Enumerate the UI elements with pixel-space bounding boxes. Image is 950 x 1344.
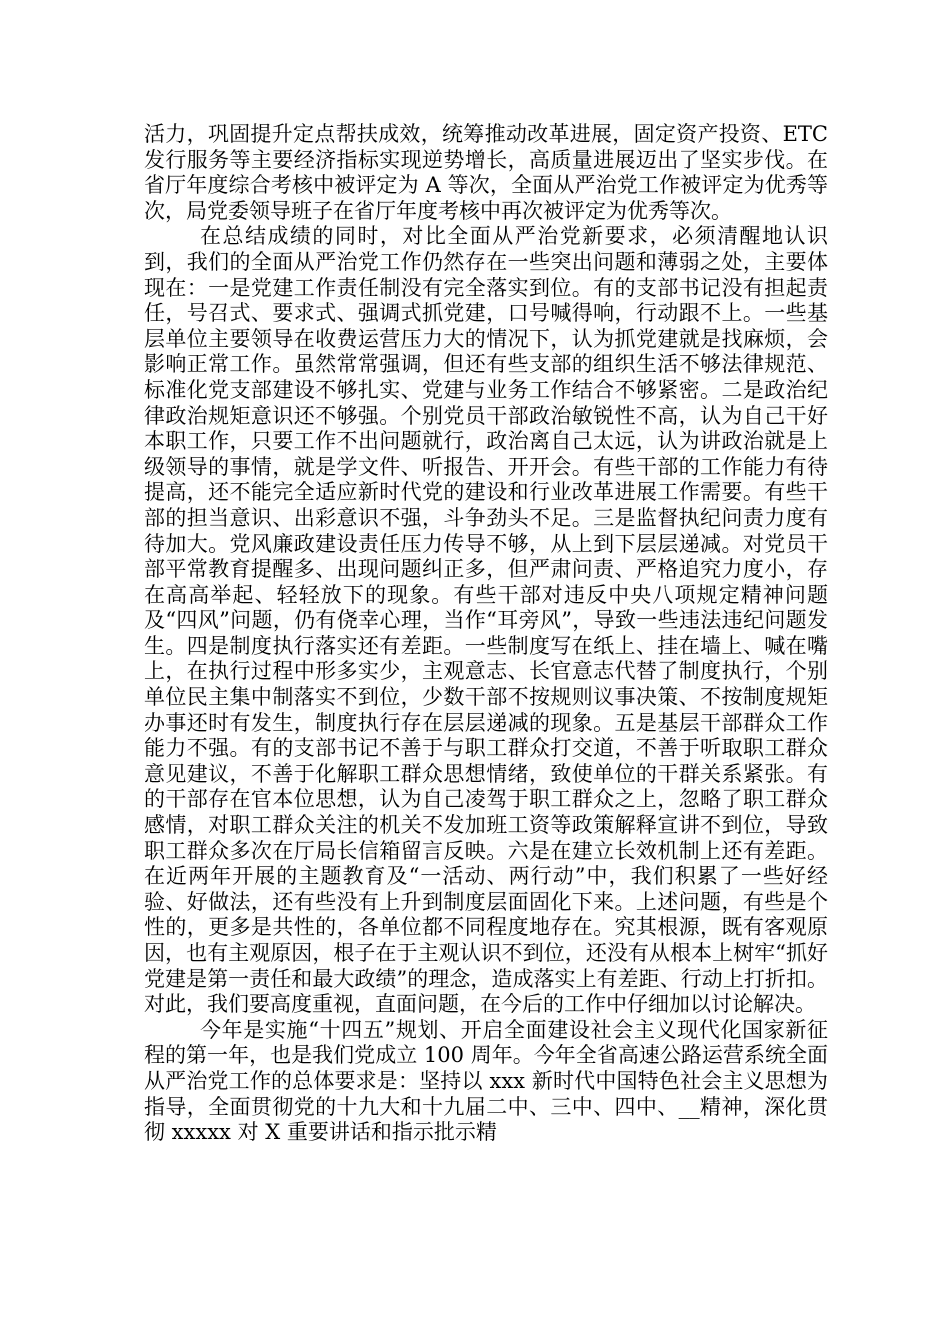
paragraph-1: 活力，巩固提升定点帮扶成效，统筹推动改革进展，固定资产投资、ETC 发行服务等主要经济指标实现逆势增长，高质量进展迈出了坚实步伐。在省厅年度综合考核中被评定为 A 等次，全面从严治党工作被评定为优秀等次，局党委领导班子在省厅年度考核中再次被评定为优秀等次。 (144, 122, 828, 223)
paragraph-3: 今年是实施“十四五”规划、开启全面建设社会主义现代化国家新征程的第一年，也是我们党成立 100 周年。今年全省高速公路运营系统全面从严治党工作的总体要求是：坚持以 xxx 新时代中国特色社会主义思想为指导，全面贯彻党的十九大和十九届二中、三中、四中、__精神，深化贯彻 xxxxx 对 X 重要讲话和指示批示精 (144, 1017, 828, 1145)
document-body (144, 122, 828, 1146)
paragraph-2: 在总结成绩的同时，对比全面从严治党新要求，必须清醒地认识到，我们的全面从严治党工作仍然存在一些突出问题和薄弱之处，主要体现在：一是党建工作责任制没有完全落实到位。有的支部书记没有担起责任，号召式、要求式、强调式抓党建，口号喊得响，行动跟不上。一些基层单位主要领导在收费运营压力大的情况下，认为抓党建就是找麻烦，会影响正常工作。虽然常常强调，但还有些支部的组织生活不够法律规范、标准化党支部建设不够扎实、党建与业务工作结合不够紧密。二是政治纪律政治规矩意识还不够强。个别党员干部政治敏锐性不高，认为自己干好本职工作，只要工作不出问题就行，政治离自己太远，认为讲政治就是上级领导的事情，就是学文件、听报告、开开会。有些干部的工作能力有待提高，还不能完全适应新时代党的建设和行业改革进展工作需要。有些干部的担当意识、出彩意识不强，斗争劲头不足。三是监督执纪问责力度有待加大。党风廉政建设责任压力传导不够，从上到下层层递减。对党员干部平常教育提醒多、出现问题纠正多，但严肃问责、严格追究力度小，存在高高举起、轻轻放下的现象。有些干部对违反中央八项规定精神问题及“四风”问题，仍有侥幸心理，当作“耳旁风”，导致一些违法违纪问题发生。四是制度执行落实还有差距。一些制度写在纸上、挂在墙上、喊在嘴上，在执行过程中形多实少，主观意志、长官意志代替了制度执行，个别单位民主集中制落实不到位，少数干部不按规则议事决策、不按制度规矩办事还时有发生，制度执行存在层层递减的现象。五是基层干部群众工作能力不强。有的支部书记不善于与职工群众打交道，不善于听取职工群众意见建议，不善于化解职工群众思想情绪，致使单位的干群关系紧张。有的干部存在官本位思想，认为自己凌驾于职工群众之上，忽略了职工群众感情，对职工群众关注的机关不发加班工资等政策解释宣讲不到位，导致职工群众多次在厅局长信箱留言反映。六是在建立长效机制上还有差距。在近两年开展的主题教育及“一活动、两行动”中，我们积累了一些好经验、好做法，还有些没有上升到制度层面固化下来。上述问题，有些是个性的，更多是共性的，各单位都不同程度地存在。究其根源，既有客观原因，也有主观原因，根子在于主观认识不到位，还没有从根本上树牢“抓好党建是第一责任和最大政绩”的理念，造成落实上有差距、行动上打折扣。对此，我们要高度重视，直面问题，在今后的工作中仔细加以讨论解决。 (144, 224, 828, 1017)
